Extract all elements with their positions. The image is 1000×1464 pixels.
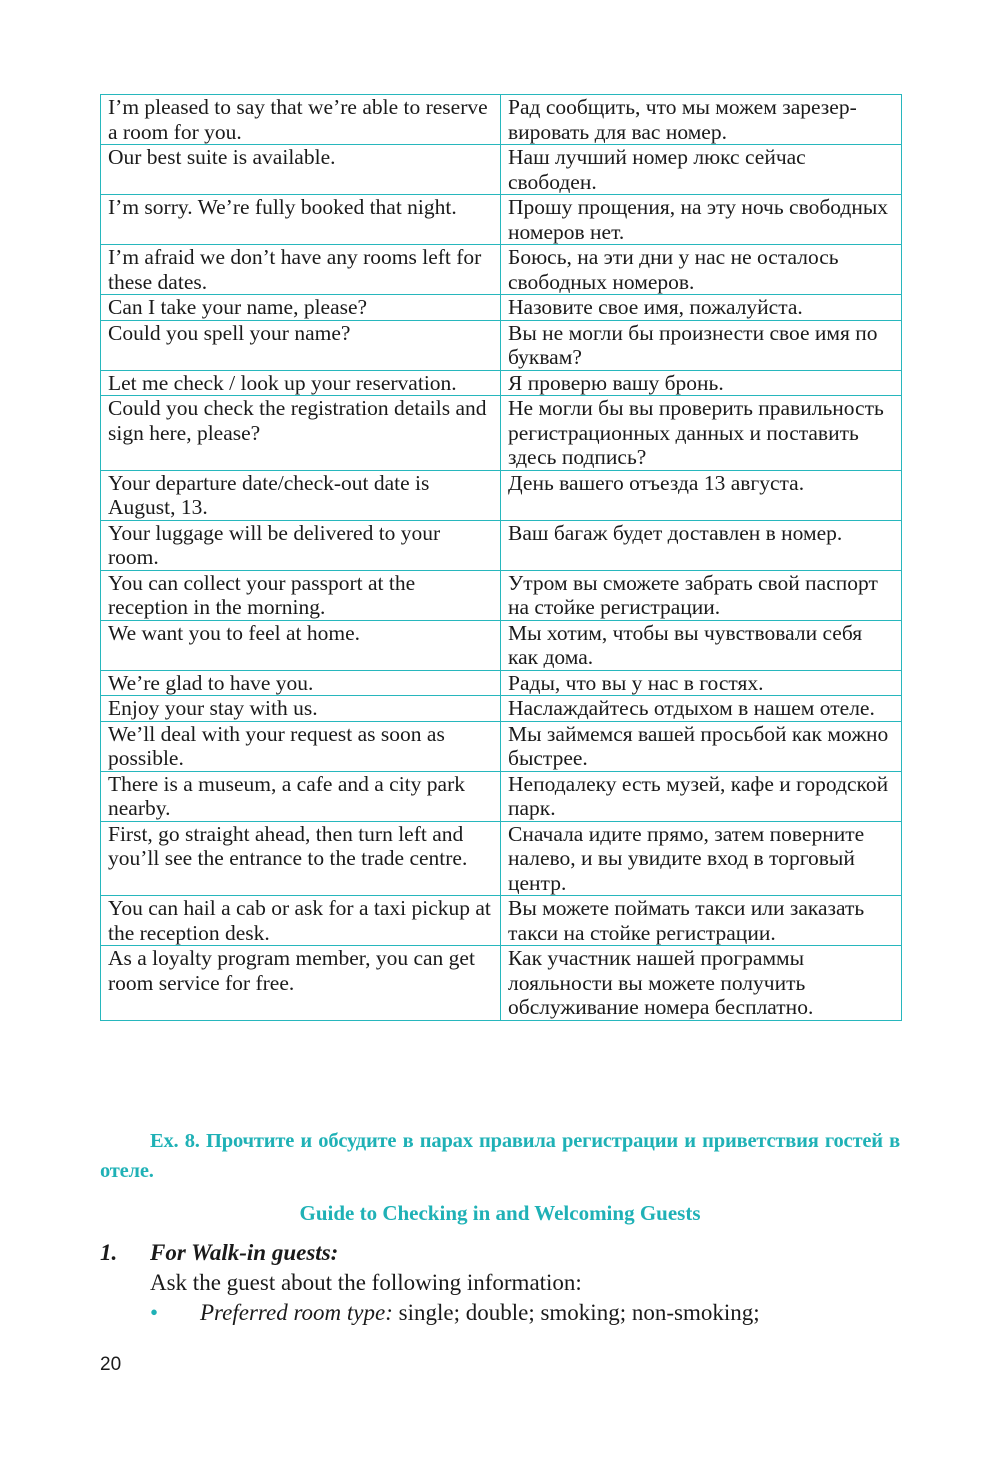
phrase-russian: Мы хотим, чтобы вы чувствовали себя как дома. [501, 620, 902, 670]
page-number: 20 [100, 1354, 122, 1375]
table-row [101, 771, 902, 821]
table-row [101, 370, 902, 396]
table-row [101, 195, 902, 245]
phrase-english: Can I take your name, please? [101, 295, 501, 321]
phrase-russian: Прошу прощения, на эту ночь свободных номеров нет. [501, 195, 902, 245]
table-row [101, 946, 902, 1021]
phrase-english: We’re glad to have you. [101, 670, 501, 696]
guide-intro: Ask the guest about the following information: [150, 1270, 582, 1295]
phrase-english: There is a museum, a cafe and a city park nearby. [101, 771, 501, 821]
phrase-russian: Сначала идите прямо, затем поверните налево, и вы увидите вход в торговый центр. [501, 821, 902, 896]
phrase-russian: Мы займемся вашей просьбой как можно быстрее. [501, 721, 902, 771]
table-row [101, 721, 902, 771]
phrase-english: First, go straight ahead, then turn left and you’ll see the entrance to the trade centre. [101, 821, 501, 896]
phrase-russian: Утром вы сможете забрать свой паспорт на стойке регистрации. [501, 570, 902, 620]
phrase-english: As a loyalty program member, you can get room service for free. [101, 946, 501, 1021]
phrase-english: Let me check / look up your reservation. [101, 370, 501, 396]
guide-title: Guide to Checking in and Welcoming Guests [299, 1201, 701, 1225]
table-row [101, 821, 902, 896]
phrase-english: Could you check the registration details and sign here, please? [101, 396, 501, 471]
phrase-russian: Не могли бы вы проверить правильность регистрационных данных и поставить здесь подпись? [501, 396, 902, 471]
phrase-english: I’m pleased to say that we’re able to reserve a room for you. [101, 95, 501, 145]
phrase-english: Could you spell your name? [101, 320, 501, 370]
table-row [101, 570, 902, 620]
phrase-russian: Наш лучший номер люкс сейчас свободен. [501, 145, 902, 195]
bullet-text [200, 1298, 760, 1328]
phrase-english: Our best suite is available. [101, 145, 501, 195]
phrase-english: I’m sorry. We’re fully booked that night. [101, 195, 501, 245]
phrase-table [100, 94, 902, 1021]
bullet-icon: • [150, 1300, 159, 1325]
phrase-english: I’m afraid we don’t have any rooms left for these dates. [101, 245, 501, 295]
phrase-russian: Неподалеку есть музей, кафе и городской парк. [501, 771, 902, 821]
phrase-russian: Как участник нашей программы лояльности вы можете получить обслуживание номера бесплатно. [501, 946, 902, 1021]
table-row [101, 320, 902, 370]
table-row [101, 95, 902, 145]
phrase-english: We’ll deal with your request as soon as possible. [101, 721, 501, 771]
phrase-russian: Вы можете поймать такси или заказать такси на стойке регистрации. [501, 896, 902, 946]
table-row [101, 620, 902, 670]
phrase-russian: Рад сообщить, что мы можем зарезервировать для вас номер. [501, 95, 902, 145]
phrase-russian: Вы не могли бы произнести свое имя по буквам? [501, 320, 902, 370]
table-row [101, 396, 902, 471]
bullet-label: Preferred room type: [200, 1300, 393, 1325]
table-row [101, 520, 902, 570]
phrase-russian: Рады, что вы у нас в гостях. [501, 670, 902, 696]
phrase-russian: Ваш багаж будет доставлен в номер. [501, 520, 902, 570]
phrase-russian: Я проверю вашу бронь. [501, 370, 902, 396]
phrase-russian: Назовите свое имя, пожалуйста. [501, 295, 902, 321]
phrase-english: Your luggage will be delivered to your room. [101, 520, 501, 570]
table-row [101, 670, 902, 696]
item-number: 1. [100, 1240, 118, 1265]
phrase-russian: День вашего отъезда 13 августа. [501, 470, 902, 520]
table-row [101, 145, 902, 195]
phrase-english: You can hail a cab or ask for a taxi pickup at the reception desk. [101, 896, 501, 946]
phrase-english: Enjoy your stay with us. [101, 696, 501, 722]
table-row [101, 896, 902, 946]
phrase-english: You can collect your passport at the reception in the morning. [101, 570, 501, 620]
phrase-russian: Боюсь, на эти дни у нас не осталось свободных номеров. [501, 245, 902, 295]
table-row [101, 696, 902, 722]
phrase-english: We want you to feel at home. [101, 620, 501, 670]
table-row [101, 245, 902, 295]
bullet-options: single; double; smoking; non-smoking; [392, 1300, 760, 1325]
table-row [101, 295, 902, 321]
phrase-russian: Наслаждайтесь отдыхом в нашем отеле. [501, 696, 902, 722]
exercise-heading: Ex. 8. Прочтите и обсудите в парах правила регистрации и приветствия гостей в отеле. [100, 1130, 900, 1182]
phrase-english: Your departure date/check-out date is August, 13. [101, 470, 501, 520]
item-heading: For Walk-in guests: [150, 1240, 339, 1265]
table-row [101, 470, 902, 520]
